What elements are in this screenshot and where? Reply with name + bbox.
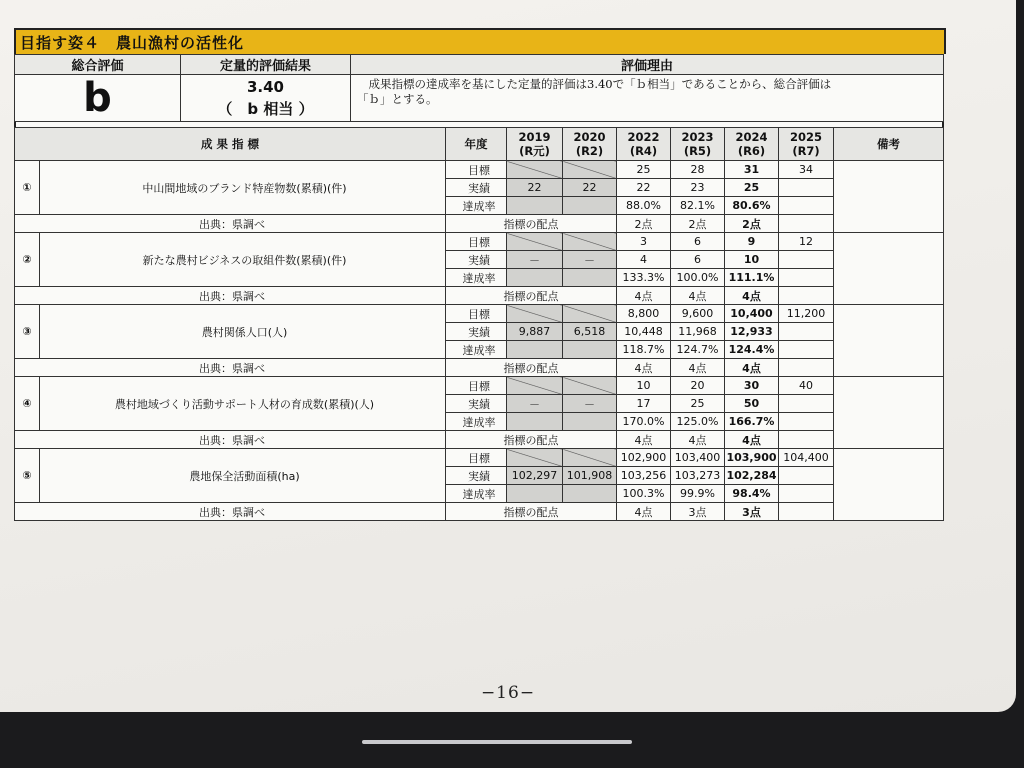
target-value: 34 — [779, 161, 834, 179]
note-cell — [834, 233, 944, 305]
indicators-table — [14, 127, 944, 521]
target-value: 103,400 — [671, 449, 725, 467]
actual-value: 103,256 — [617, 467, 671, 485]
target-label: 目標 — [446, 305, 507, 323]
actual-value: 22 — [507, 179, 563, 197]
rate-value: 118.7% — [617, 341, 671, 359]
indicator-number: ① — [15, 161, 40, 215]
indicator-target-row — [15, 449, 944, 467]
empty-cell — [779, 287, 834, 305]
target-value: 25 — [617, 161, 671, 179]
target-value: 3 — [617, 233, 671, 251]
rate-label: 達成率 — [446, 197, 507, 215]
indicator-name: 農村関係人口(人) — [40, 305, 446, 359]
na-cell — [563, 161, 617, 179]
indicator-points-row — [15, 359, 944, 377]
points-value: 4点 — [617, 359, 671, 377]
quant-score: 3.40 — [246, 78, 284, 96]
na-cell — [563, 305, 617, 323]
points-value: 4点 — [725, 359, 779, 377]
actual-value: － — [563, 251, 617, 269]
actual-value: － — [507, 251, 563, 269]
year-header-2023: 2023 (R5) — [671, 128, 725, 161]
target-value: 28 — [671, 161, 725, 179]
empty-cell — [779, 197, 834, 215]
rate-value: 133.3% — [617, 269, 671, 287]
empty-cell — [779, 467, 834, 485]
overall-grade: b — [15, 75, 181, 122]
na-cell — [563, 233, 617, 251]
rate-value: 124.4% — [725, 341, 779, 359]
indicator-number: ② — [15, 233, 40, 287]
quant-score-note: （ b 相当 ） — [217, 100, 314, 118]
target-value: 103,900 — [725, 449, 779, 467]
actual-value: 101,908 — [563, 467, 617, 485]
points-value: 4点 — [671, 287, 725, 305]
points-value: 3点 — [725, 503, 779, 521]
quant-result — [181, 75, 351, 122]
empty-cell — [779, 503, 834, 521]
actual-value: 23 — [671, 179, 725, 197]
source-label: 出典：県調べ — [15, 431, 446, 449]
summary-table — [14, 54, 944, 122]
empty-cell — [779, 359, 834, 377]
rate-value: 124.7% — [671, 341, 725, 359]
rate-label: 達成率 — [446, 269, 507, 287]
na-cell — [563, 449, 617, 467]
note-cell — [834, 449, 944, 521]
indicator-points-row — [15, 215, 944, 233]
na-cell — [563, 197, 617, 215]
target-value: 102,900 — [617, 449, 671, 467]
source-label: 出典：県調べ — [15, 287, 446, 305]
na-cell — [507, 305, 563, 323]
target-value: 10,400 — [725, 305, 779, 323]
rate-value: 125.0% — [671, 413, 725, 431]
empty-cell — [779, 395, 834, 413]
note-cell — [834, 161, 944, 233]
evaluation-sheet — [14, 28, 946, 521]
points-value: 4点 — [617, 287, 671, 305]
rate-value: 88.0% — [617, 197, 671, 215]
indicator-points-row — [15, 287, 944, 305]
actual-value: 12,933 — [725, 323, 779, 341]
page-number: −16− — [480, 683, 536, 703]
actual-value: 6 — [671, 251, 725, 269]
source-label: 出典：県調べ — [15, 359, 446, 377]
na-cell — [563, 377, 617, 395]
empty-cell — [779, 413, 834, 431]
actual-value: － — [563, 395, 617, 413]
target-value: 10 — [617, 377, 671, 395]
year-header-2024: 2024 (R6) — [725, 128, 779, 161]
points-value: 4点 — [671, 359, 725, 377]
indicator-points-row — [15, 431, 944, 449]
rate-value: 98.4% — [725, 485, 779, 503]
actual-value: 4 — [617, 251, 671, 269]
indicator-column-header: 成 果 指 標 — [15, 128, 446, 161]
target-value: 9,600 — [671, 305, 725, 323]
points-value: 2点 — [617, 215, 671, 233]
target-value: 12 — [779, 233, 834, 251]
reason-line-1: 成果指標の達成率を基にした定量的評価は3.40で「ｂ相当」であることから、総合評価は — [357, 77, 832, 91]
empty-cell — [779, 179, 834, 197]
actual-value: 22 — [617, 179, 671, 197]
actual-value: 9,887 — [507, 323, 563, 341]
rate-label: 達成率 — [446, 413, 507, 431]
empty-cell — [779, 341, 834, 359]
points-value: 4点 — [725, 287, 779, 305]
target-value: 8,800 — [617, 305, 671, 323]
points-value: 4点 — [617, 431, 671, 449]
actual-value: 22 — [563, 179, 617, 197]
indicator-points-row — [15, 503, 944, 521]
actual-value: 11,968 — [671, 323, 725, 341]
indicator-name: 農村地域づくり活動サポート人材の育成数(累積)(人) — [40, 377, 446, 431]
rate-label: 達成率 — [446, 341, 507, 359]
source-label: 出典：県調べ — [15, 503, 446, 521]
points-value: 4点 — [725, 431, 779, 449]
empty-cell — [779, 269, 834, 287]
target-value: 104,400 — [779, 449, 834, 467]
indicator-name: 新たな農村ビジネスの取組件数(累積)(件) — [40, 233, 446, 287]
indicator-number: ⑤ — [15, 449, 40, 503]
points-value: 4点 — [671, 431, 725, 449]
actual-value: 10,448 — [617, 323, 671, 341]
actual-label: 実績 — [446, 323, 507, 341]
empty-cell — [779, 431, 834, 449]
na-cell — [507, 485, 563, 503]
na-cell — [563, 485, 617, 503]
actual-value: 103,273 — [671, 467, 725, 485]
target-value: 31 — [725, 161, 779, 179]
target-label: 目標 — [446, 233, 507, 251]
indicator-name: 中山間地域のブランド特産物数(累積)(件) — [40, 161, 446, 215]
na-cell — [507, 341, 563, 359]
na-cell — [507, 377, 563, 395]
na-cell — [563, 269, 617, 287]
section-title: 目指す姿４ 農山漁村の活性化 — [14, 28, 946, 54]
note-cell — [834, 305, 944, 377]
na-cell — [563, 413, 617, 431]
na-cell — [563, 341, 617, 359]
actual-value: 50 — [725, 395, 779, 413]
na-cell — [507, 233, 563, 251]
na-cell — [507, 269, 563, 287]
target-value: 40 — [779, 377, 834, 395]
na-cell — [507, 449, 563, 467]
reason-header: 評価理由 — [351, 55, 944, 75]
indicator-target-row — [15, 233, 944, 251]
rate-label: 達成率 — [446, 485, 507, 503]
home-indicator[interactable] — [362, 740, 632, 744]
reason-text — [351, 75, 944, 122]
actual-label: 実績 — [446, 467, 507, 485]
target-label: 目標 — [446, 449, 507, 467]
actual-value: － — [507, 395, 563, 413]
target-value: 6 — [671, 233, 725, 251]
rate-value: 166.7% — [725, 413, 779, 431]
na-cell — [507, 197, 563, 215]
indicator-target-row — [15, 161, 944, 179]
empty-cell — [779, 485, 834, 503]
reason-line-2: 「ｂ」とする。 — [357, 92, 438, 106]
target-value: 9 — [725, 233, 779, 251]
points-label: 指標の配点 — [446, 287, 617, 305]
target-value: 20 — [671, 377, 725, 395]
points-label: 指標の配点 — [446, 359, 617, 377]
actual-value: 10 — [725, 251, 779, 269]
target-label: 目標 — [446, 161, 507, 179]
target-value: 30 — [725, 377, 779, 395]
points-value: 2点 — [725, 215, 779, 233]
rate-value: 100.3% — [617, 485, 671, 503]
actual-value: 6,518 — [563, 323, 617, 341]
indicator-number: ③ — [15, 305, 40, 359]
actual-label: 実績 — [446, 251, 507, 269]
actual-label: 実績 — [446, 395, 507, 413]
overall-eval-header: 総合評価 — [15, 55, 181, 75]
rate-value: 170.0% — [617, 413, 671, 431]
source-label: 出典：県調べ — [15, 215, 446, 233]
rate-value: 80.6% — [725, 197, 779, 215]
actual-value: 102,284 — [725, 467, 779, 485]
actual-value: 25 — [725, 179, 779, 197]
actual-value: 17 — [617, 395, 671, 413]
year-header-2025: 2025 (R7) — [779, 128, 834, 161]
points-label: 指標の配点 — [446, 431, 617, 449]
quant-eval-header: 定量的評価結果 — [181, 55, 351, 75]
points-value: 3点 — [671, 503, 725, 521]
year-header-2019: 2019 (R元) — [507, 128, 563, 161]
year-header-2022: 2022 (R4) — [617, 128, 671, 161]
empty-cell — [779, 251, 834, 269]
rate-value: 82.1% — [671, 197, 725, 215]
target-value: 11,200 — [779, 305, 834, 323]
year-header-2020: 2020 (R2) — [563, 128, 617, 161]
target-label: 目標 — [446, 377, 507, 395]
points-label: 指標の配点 — [446, 503, 617, 521]
na-cell — [507, 413, 563, 431]
actual-value: 102,297 — [507, 467, 563, 485]
empty-cell — [779, 323, 834, 341]
rate-value: 111.1% — [725, 269, 779, 287]
points-label: 指標の配点 — [446, 215, 617, 233]
na-cell — [507, 161, 563, 179]
note-cell — [834, 377, 944, 449]
rate-value: 100.0% — [671, 269, 725, 287]
indicator-target-row — [15, 377, 944, 395]
points-value: 2点 — [671, 215, 725, 233]
year-column-header: 年度 — [446, 128, 507, 161]
empty-cell — [779, 215, 834, 233]
indicator-name: 農地保全活動面積(ha) — [40, 449, 446, 503]
indicator-number: ④ — [15, 377, 40, 431]
actual-value: 25 — [671, 395, 725, 413]
note-column-header: 備考 — [834, 128, 944, 161]
actual-label: 実績 — [446, 179, 507, 197]
rate-value: 99.9% — [671, 485, 725, 503]
indicator-target-row — [15, 305, 944, 323]
points-value: 4点 — [617, 503, 671, 521]
